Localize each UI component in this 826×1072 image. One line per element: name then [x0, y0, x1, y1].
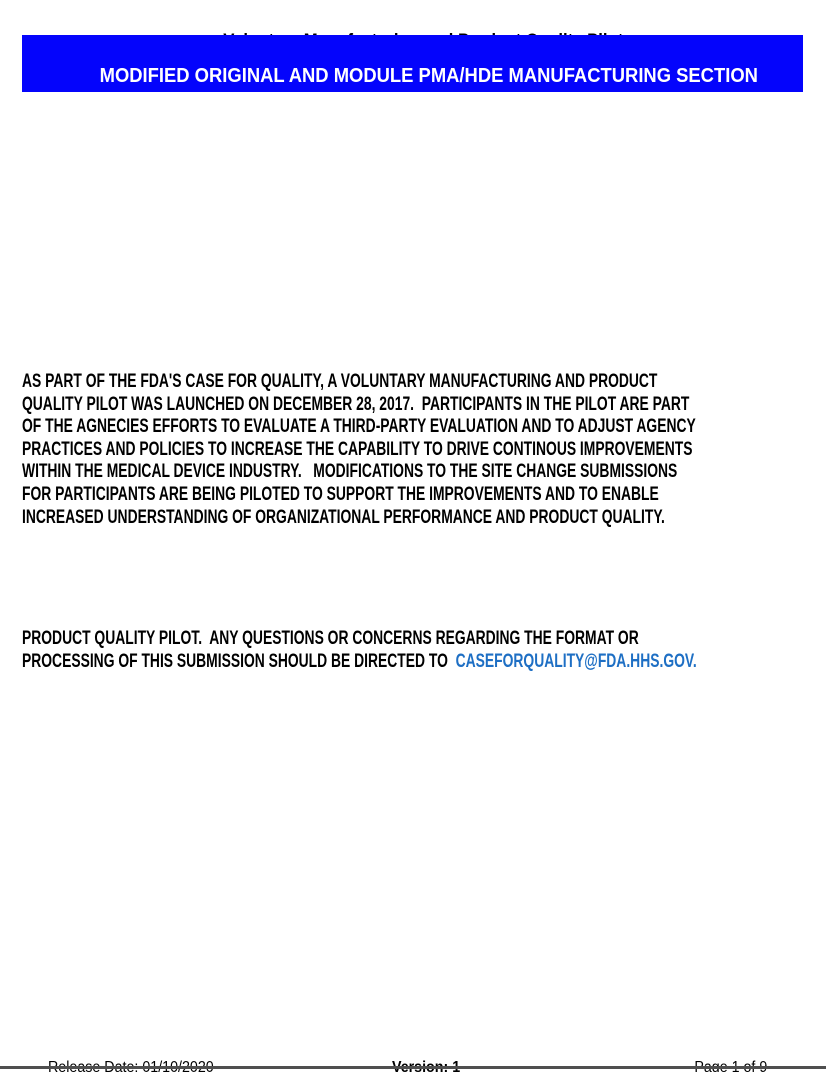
paragraph-line [22, 651, 697, 674]
caseforquality-email-link[interactable]: CASEFORQUALITY@FDA.HHS.GOV. [455, 650, 697, 672]
window-bottom-edge [0, 1066, 826, 1069]
paragraph-line: INCREASED UNDERSTANDING OF ORGANIZATIONAL PERFORMANCE AND PRODUCT QUALITY. [22, 506, 665, 528]
contact-paragraph [22, 628, 826, 673]
paragraph-line: QUALITY PILOT WAS LAUNCHED ON DECEMBER 28, 2017. PARTICIPANTS IN THE PILOT ARE PART [22, 393, 690, 415]
contact-line-prefix: PROCESSING OF THIS SUBMISSION SHOULD BE DIRECTED TO [22, 650, 456, 672]
banner-line-1: MODIFIED ORIGINAL AND MODULE PMA/HDE MANUFACTURING SECTION [100, 65, 759, 87]
form-header-banner [22, 35, 803, 165]
paragraph-line: PRACTICES AND POLICIES TO INCREASE THE CAPABILITY TO DRIVE CONTINOUS IMPROVEMENTS [22, 438, 693, 460]
paragraph-line: AS PART OF THE FDA'S CASE FOR QUALITY, A VOLUNTARY MANUFACTURING AND PRODUCT [22, 371, 658, 392]
intro-paragraph [22, 371, 826, 529]
paragraph-line: PRODUCT QUALITY PILOT. ANY QUESTIONS OR CONCERNS REGARDING THE FORMAT OR [22, 628, 639, 649]
paragraph-line: FOR PARTICIPANTS ARE BEING PILOTED TO SUPPORT THE IMPROVEMENTS AND TO ENABLE [22, 483, 659, 505]
paragraph-line: WITHIN THE MEDICAL DEVICE INDUSTRY. MODIFICATIONS TO THE SITE CHANGE SUBMISSIONS [22, 461, 678, 483]
paragraph-line: OF THE AGNECIES EFFORTS TO EVALUATE A THIRD-PARTY EVALUATION AND TO ADJUST AGENCY [22, 416, 696, 438]
banner-line-2: SUBMISSION FORM [341, 143, 518, 165]
